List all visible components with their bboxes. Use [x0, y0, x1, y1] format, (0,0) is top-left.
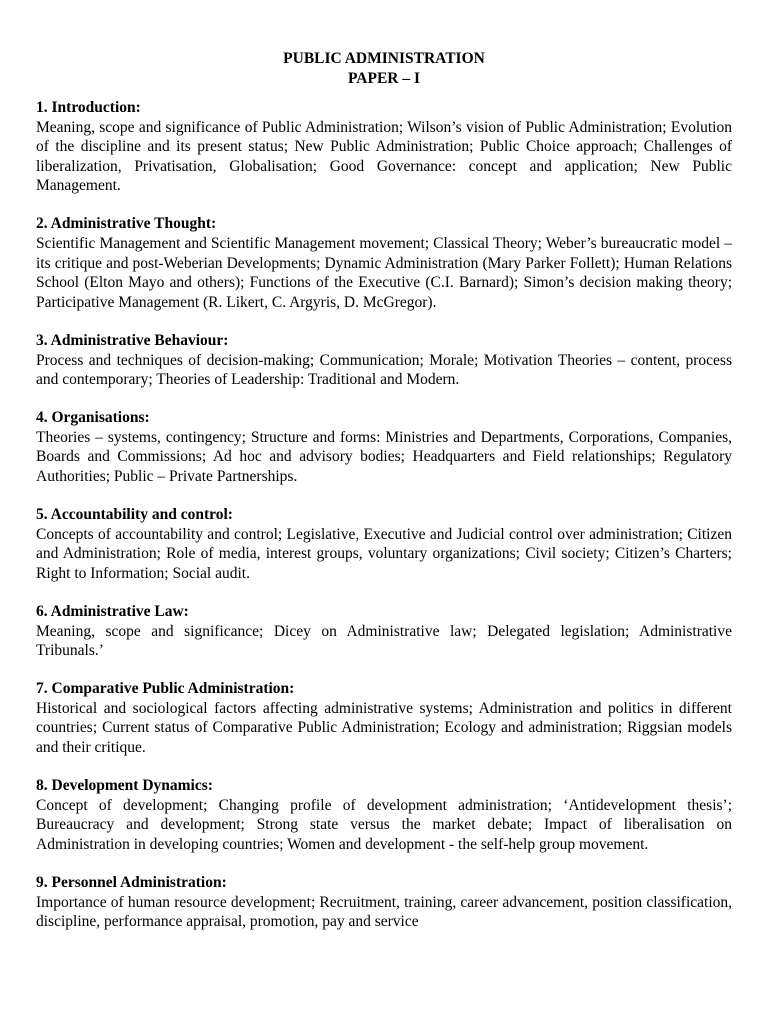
section-heading: 8. Development Dynamics:: [36, 777, 213, 795]
section-body: Historical and sociological factors affecting administrative systems; Administration and politics in different countries; Current status of Comparative Public Administration; Ecology and administration; Riggsian models and their critique.: [36, 699, 732, 757]
section-body: Importance of human resource development; Recruitment, training, career advancement, position classification, discipline, performance appraisal, promotion, pay and service: [36, 893, 732, 931]
section-accountability-control: [36, 505, 732, 583]
section-body: Concept of development; Changing profile of development administration; ‘Antidevelopment thesis’; Bureaucracy and development; Strong state versus the market debate; Impact of liberalisation on Administration in developing countries; Women and development - the self-help group movement.: [36, 796, 732, 853]
document-title: PUBLIC ADMINISTRATION: [283, 50, 485, 67]
section-body: Process and techniques of decision-making; Communication; Morale; Motivation Theories – content, process and contemporary; Theories of Leadership: Traditional and Modern.: [36, 351, 732, 389]
section-heading: 4. Organisations:: [36, 409, 150, 427]
document-subtitle: PAPER – I: [347, 70, 421, 87]
section-personnel-administration: [36, 873, 732, 932]
section-administrative-behaviour: [36, 331, 732, 390]
section-body: Concepts of accountability and control; Legislative, Executive and Judicial control over administration; Citizen and Administration; Role of media, interest groups, voluntary organizations; Civil society; Citizen’s Charters; Right to Information; Social audit.: [36, 525, 732, 582]
section-heading: 1. Introduction:: [36, 99, 141, 116]
section-administrative-law: [36, 602, 732, 661]
section-body: Meaning, scope and significance of Public Administration; Wilson’s vision of Public Administration; Evolution of the discipline and its present status; New Public Administration; Public Choice approach; Challenges of liberalization, Privatisation, Globalisation; Good Governance: concept and application; New Public Management.: [36, 118, 732, 195]
section-body: Scientific Management and Scientific Management movement; Classical Theory; Weber’s bureaucratic model – its critique and post-Weberian Developments; Dynamic Administration (Mary Parker Follett); Human Relations School (Elton Mayo and others); Functions of the Executive (C.I. Barnard); Simon’s decision making theory; Participative Management (R. Likert, C. Argyris, D. McGregor).: [36, 235, 732, 311]
section-body: Theories – systems, contingency; Structure and forms: Ministries and Departments, Corporations, Companies, Boards and Commissions; Ad hoc and advisory bodies; Headquarters and Field relationships; Regulatory Authorities; Public – Private Partnerships.: [36, 428, 732, 485]
section-heading: 3. Administrative Behaviour:: [36, 331, 229, 349]
section-heading: 7. Comparative Public Administration:: [36, 680, 295, 698]
title-block: [36, 49, 732, 89]
document-page: [36, 49, 732, 950]
section-comparative-public-administration: [36, 679, 732, 757]
section-development-dynamics: [36, 776, 732, 854]
section-heading: 2. Administrative Thought:: [36, 215, 217, 233]
section-heading: 5. Accountability and control:: [36, 506, 233, 524]
section-body: Meaning, scope and significance; Dicey on Administrative law; Delegated legislation; Administrative Tribunals.’: [36, 622, 732, 660]
section-organisations: [36, 408, 732, 486]
section-administrative-thought: [36, 214, 732, 312]
section-heading: 6. Administrative Law:: [36, 602, 189, 620]
section-heading: 9. Personnel Administration:: [36, 874, 227, 891]
section-introduction: [36, 98, 732, 196]
